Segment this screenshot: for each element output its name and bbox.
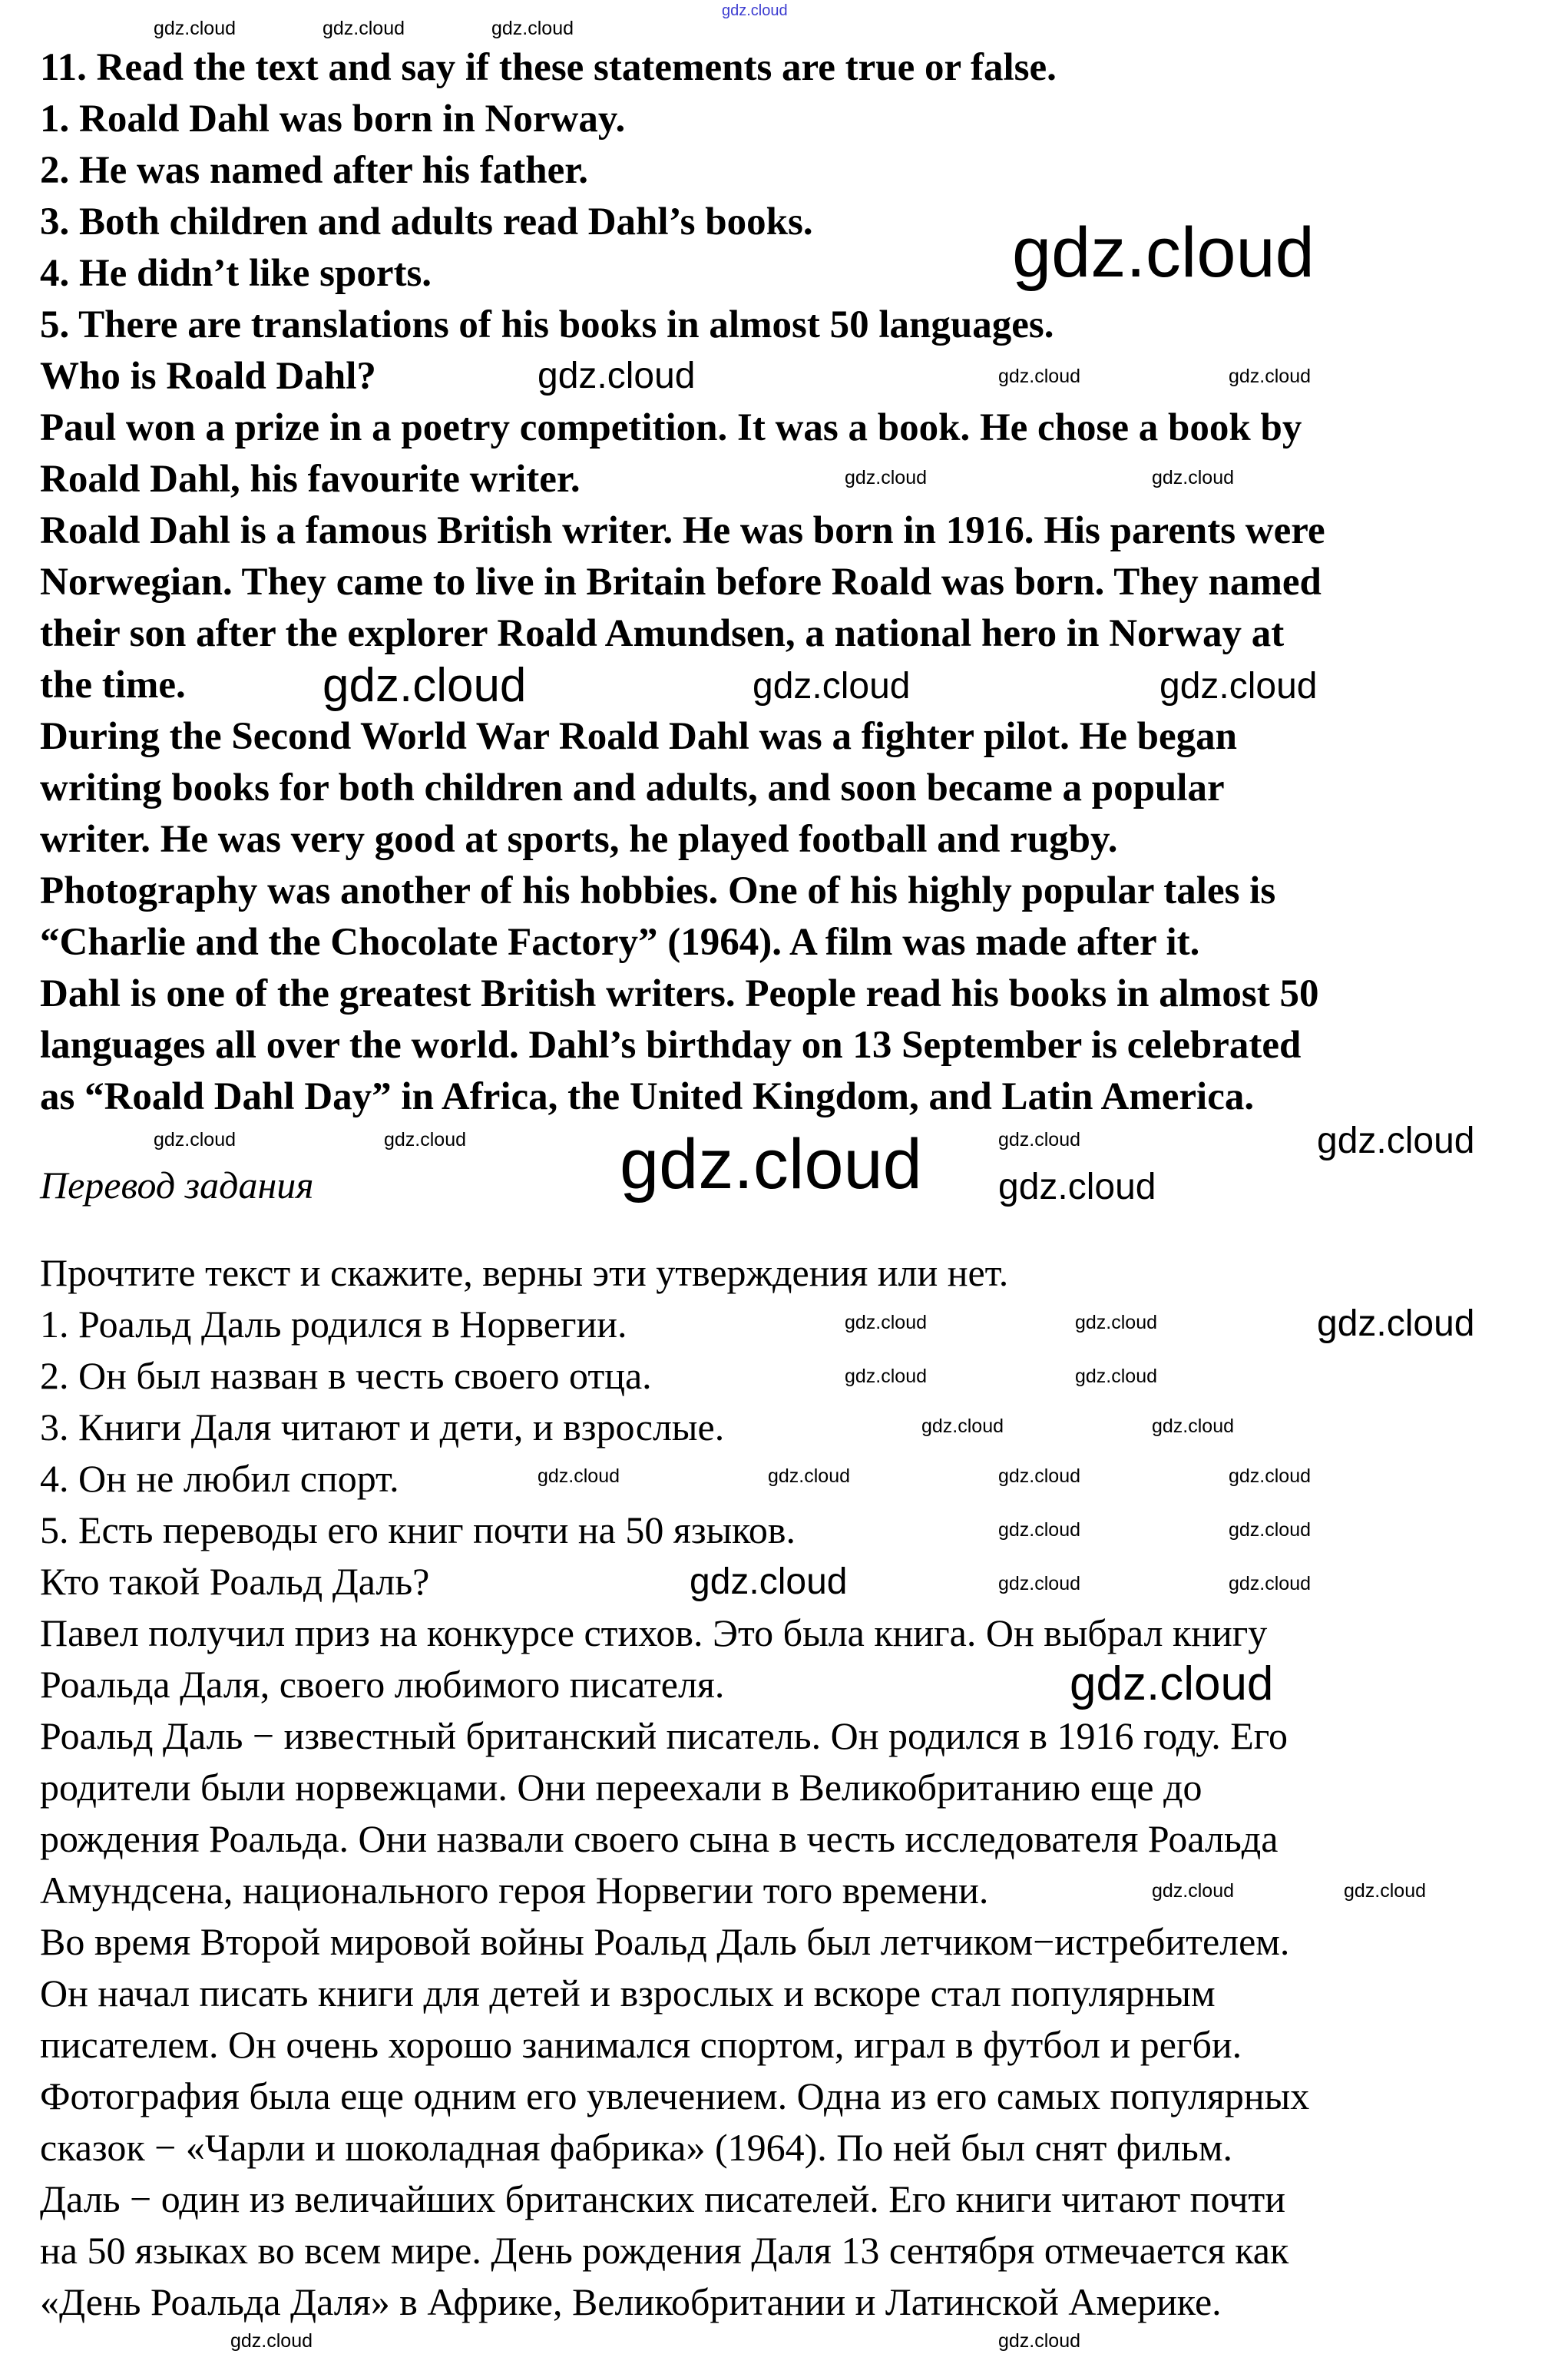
- watermark: gdz.cloud: [998, 1465, 1081, 1487]
- russian-text: [40, 1247, 1553, 2328]
- watermark: gdz.cloud: [1317, 1121, 1475, 1161]
- watermark: gdz.cloud: [998, 1519, 1081, 1541]
- watermark: gdz.cloud: [845, 1366, 928, 1387]
- watermark: gdz.cloud: [1229, 1465, 1312, 1487]
- watermark: gdz.cloud: [921, 1415, 1004, 1437]
- statement: 4. Он не любил спорт.: [40, 1457, 399, 1500]
- watermark: gdz.cloud: [1012, 214, 1315, 292]
- text-line: “Charlie and the Chocolate Factory” (1964). A film was made after it.: [40, 921, 1200, 964]
- watermark: gdz.cloud: [1075, 1366, 1158, 1387]
- watermark: gdz.cloud: [620, 1125, 922, 1203]
- watermark: gdz.cloud: [1229, 366, 1312, 387]
- watermark: gdz.cloud: [722, 2, 788, 19]
- text-line: Амундсена, национального героя Норвегии того времени.: [40, 1869, 989, 1912]
- watermark: gdz.cloud: [1229, 1573, 1312, 1594]
- watermark: gdz.cloud: [1152, 467, 1235, 488]
- watermark: gdz.cloud: [998, 1167, 1156, 1207]
- watermark: gdz.cloud: [845, 467, 928, 488]
- statement: 1. Roald Dahl was born in Norway.: [40, 98, 626, 141]
- watermark: gdz.cloud: [1070, 1657, 1274, 1710]
- text-line: their son after the explorer Roald Amundsen, a national hero in Norway at: [40, 612, 1285, 655]
- text-title: Who is Roald Dahl?: [40, 355, 376, 398]
- watermark: gdz.cloud: [998, 366, 1081, 387]
- text-line: During the Second World War Roald Dahl was a fighter pilot. He began: [40, 715, 1237, 758]
- watermark: gdz.cloud: [323, 659, 527, 712]
- text-line: Даль − один из величайших британских писателей. Его книги читают почти: [40, 2177, 1285, 2220]
- text-line: as “Roald Dahl Day” in Africa, the United Kingdom, and Latin America.: [40, 1075, 1255, 1118]
- watermark: gdz.cloud: [384, 1129, 467, 1151]
- statement: 3. Both children and adults read Dahl’s books.: [40, 200, 813, 243]
- watermark: gdz.cloud: [768, 1465, 851, 1487]
- text-line: Paul won a prize in a poetry competition. It was a book. He chose a book by: [40, 406, 1302, 449]
- statement: 1. Роальд Даль родился в Норвегии.: [40, 1303, 627, 1346]
- text-line: writer. He was very good at sports, he played football and rugby.: [40, 818, 1118, 861]
- text-line: languages all over the world. Dahl’s birthday on 13 September is celebrated: [40, 1024, 1302, 1067]
- watermark: gdz.cloud: [1152, 1415, 1235, 1437]
- text-title: Кто такой Роальд Даль?: [40, 1560, 430, 1603]
- task-title: Прочтите текст и скажите, верны эти утверждения или нет.: [40, 1251, 1009, 1294]
- text-line: writing books for both children and adults, and soon became a popular: [40, 766, 1225, 809]
- text-line: the time.: [40, 664, 186, 707]
- statement: 5. There are translations of his books in almost 50 languages.: [40, 303, 1054, 346]
- text-line: Roald Dahl, his favourite writer.: [40, 458, 581, 501]
- text-line: Фотография была еще одним его увлечением. Одна из его самых популярных: [40, 2074, 1310, 2117]
- text-line: на 50 языках во всем мире. День рождения Даля 13 сентября отмечается как: [40, 2229, 1289, 2272]
- text-line: Dahl is one of the greatest British writers. People read his books in almost 50: [40, 972, 1319, 1015]
- watermark: gdz.cloud: [998, 2330, 1081, 2352]
- statement: 2. Он был назван в честь своего отца.: [40, 1354, 652, 1397]
- text-line: Роальд Даль − известный британский писатель. Он родился в 1916 году. Его: [40, 1714, 1288, 1757]
- text-line: писателем. Он очень хорошо занимался спортом, играл в футбол и регби.: [40, 2023, 1242, 2066]
- text-line: Norwegian. They came to live in Britain before Roald was born. They named: [40, 561, 1322, 604]
- text-line: Роальда Даля, своего любимого писателя.: [40, 1663, 725, 1706]
- statement: 4. He didn’t like sports.: [40, 252, 432, 295]
- watermark: gdz.cloud: [845, 1312, 928, 1333]
- text-line: родители были норвежцами. Они переехали в Великобританию еще до: [40, 1766, 1202, 1809]
- watermark: gdz.cloud: [998, 1129, 1081, 1151]
- translation-heading: Перевод задания: [40, 1164, 314, 1207]
- text-line: Photography was another of his hobbies. One of his highly popular tales is: [40, 869, 1276, 912]
- watermark: gdz.cloud: [690, 1561, 848, 1602]
- watermark: gdz.cloud: [753, 666, 911, 707]
- text-line: Во время Второй мировой войны Роальд Даль был летчиком−истребителем.: [40, 1920, 1290, 1963]
- statement: 2. He was named after his father.: [40, 149, 588, 192]
- text-line: Павел получил приз на конкурсе стихов. Это была книга. Он выбрал книгу: [40, 1611, 1268, 1654]
- text-line: сказок − «Чарли и шоколадная фабрика» (1964). По ней был снят фильм.: [40, 2126, 1232, 2169]
- watermark: gdz.cloud: [154, 18, 237, 39]
- watermark: gdz.cloud: [1317, 1303, 1475, 1344]
- watermark: gdz.cloud: [154, 1129, 237, 1151]
- watermark: gdz.cloud: [998, 1573, 1081, 1594]
- statement: 3. Книги Даля читают и дети, и взрослые.: [40, 1405, 725, 1448]
- statement: 5. Есть переводы его книг почти на 50 языков.: [40, 1508, 796, 1551]
- watermark: gdz.cloud: [538, 356, 696, 396]
- text-line: Roald Dahl is a famous British writer. He was born in 1916. His parents were: [40, 509, 1325, 552]
- watermark: gdz.cloud: [323, 18, 405, 39]
- task-title: 11. Read the text and say if these statements are true or false.: [40, 46, 1057, 89]
- watermark: gdz.cloud: [1344, 1880, 1427, 1902]
- watermark: gdz.cloud: [1229, 1519, 1312, 1541]
- watermark: gdz.cloud: [230, 2330, 313, 2352]
- watermark: gdz.cloud: [1152, 1880, 1235, 1902]
- english-text: [40, 42, 1553, 1123]
- watermark: gdz.cloud: [1159, 666, 1318, 707]
- text-line: рождения Роальда. Они назвали своего сына в честь исследователя Роальда: [40, 1817, 1279, 1860]
- watermark: gdz.cloud: [491, 18, 574, 39]
- watermark: gdz.cloud: [538, 1465, 620, 1487]
- text-line: Он начал писать книги для детей и взрослых и вскоре стал популярным: [40, 1972, 1216, 2015]
- text-line: «День Роальда Даля» в Африке, Великобритании и Латинской Америке.: [40, 2280, 1222, 2323]
- watermark: gdz.cloud: [1075, 1312, 1158, 1333]
